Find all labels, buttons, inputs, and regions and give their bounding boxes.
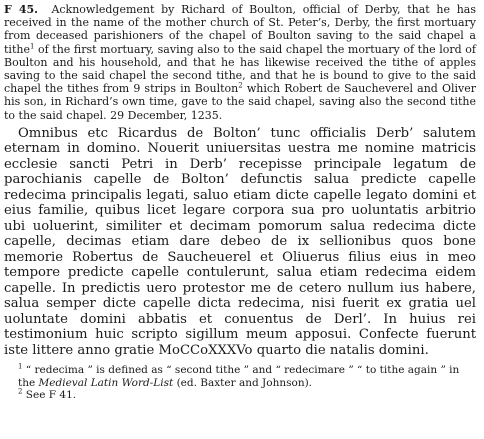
entry-summary bbox=[4, 3, 476, 122]
summary-text-part-1: Acknowledgement by Richard of Boulton, official of Derby, that he has received in the name of the mother church of St. Peter’s, Derby, the first mortuary from deceased parishioners of the chapel of Boulton saving to the said chapel a tithe bbox=[4, 3, 476, 56]
summary-text-part-2: of the first mortuary, saving also to the said chapel the mortuary of the lord of Boulton and his household, and that he has likewise received the tithe of apples saving to the said chapel the second tithe, and that he is bound to give to the said chapel the tithes from 9 strips in Boulton bbox=[4, 42, 476, 96]
footnote-1-mark: 1 bbox=[18, 362, 23, 371]
footnote-1 bbox=[4, 364, 476, 389]
entry-label: F 45. bbox=[4, 3, 38, 16]
latin-paragraph: Omnibus etc Ricardus de Bolton’ tunc officialis Derb’ salutem eternam in domino. Nouerit uniuersitas uestra me nomine matricis ecclesie sancti Petri in Derb’ recepisse principale legatum de parochianis capelle de Bolton’ defunctis salua predicte capelle redecima principalis legati, saluo etiam dicte capelle legato domini et eius familie, quibus licet legare corpora sua pro uoluntatis arbitrio ubi uoluerint, similiter et decimam pomorum salua redecima dicte capelle, decimas etiam dare debeo de ix sellionibus quos bone memorie Robertus de Saucheuerel et Oliuerus filius eius in meo tempore predicte capelle contulerunt, salua etiam redecima eidem capelle. In predictis uero protestor me de cetero nullum ius habere, salua semper dicte capelle dicta redecima, nisi fuerit ex gratia uel uoluntate domini abbatis et conuentus de Derl’. In huius rei testimonium huic scripto sigillum meum apposui. Confecte fuerunt iste littere anno gratie MoCCoXXXVo quarto die natalis domini. bbox=[4, 125, 476, 358]
footnote-2 bbox=[4, 389, 476, 402]
footnote-ref-2[interactable]: 2 bbox=[238, 81, 243, 90]
footnotes-section bbox=[4, 364, 476, 402]
footnote-1-title: Medieval Latin Word-List bbox=[38, 376, 174, 389]
summary-text-part-3: which Robert de Saucheverel and Oliver his son, in Richard’s own time, gave to the said chapel, saving also the second tithe to the said chapel. 29 December, 1235. bbox=[4, 82, 476, 122]
footnote-2-mark: 2 bbox=[18, 387, 23, 396]
footnote-1-text-before: “ redecima ” is defined as “ second tithe ” and “ redecimare ” “ to tithe again ” in the bbox=[18, 364, 460, 389]
document-page bbox=[4, 3, 476, 402]
footnote-2-text: See F 41. bbox=[22, 389, 77, 402]
latin-charter-text bbox=[4, 126, 476, 359]
footnote-ref-1[interactable]: 1 bbox=[29, 41, 35, 50]
footnote-1-text-after: (ed. Baxter and Johnson). bbox=[173, 376, 313, 389]
